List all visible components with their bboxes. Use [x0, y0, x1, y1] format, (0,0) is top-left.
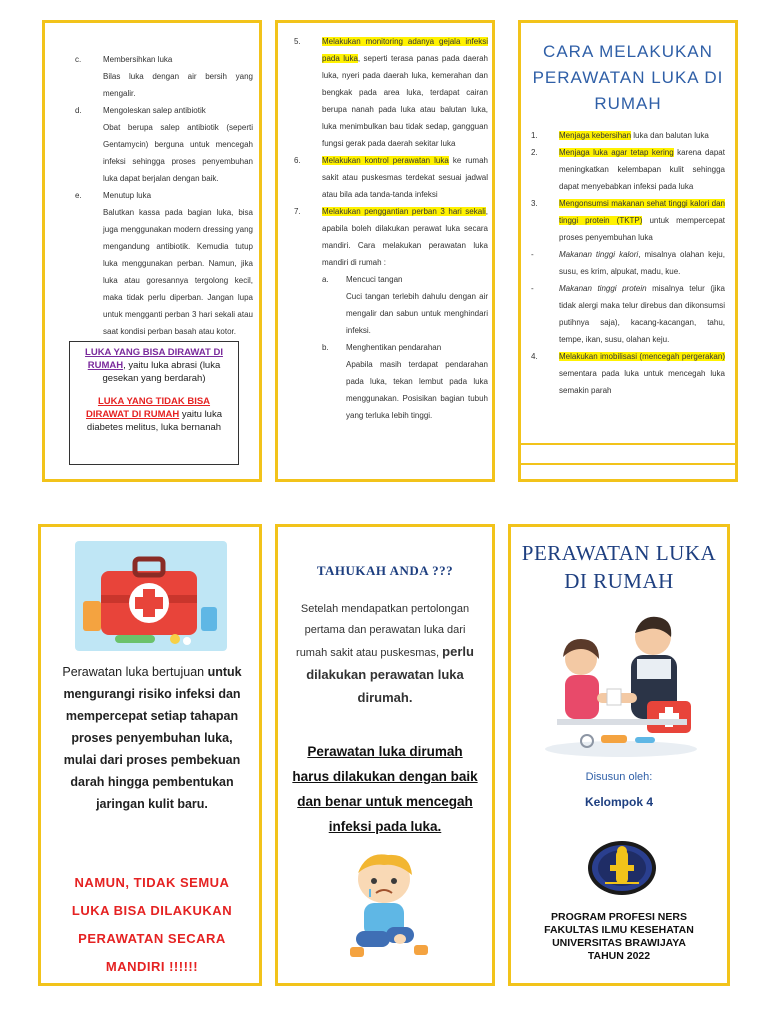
step-control-visit: 6. Melakukan kontrol perawatan luka ke rumah sakit atau puskesmas terdekat sesuai jadwal atau bila ada tanda-tanda infeksi — [294, 156, 488, 199]
panel-monitoring-steps — [275, 20, 495, 482]
hurt-child-icon — [336, 849, 436, 967]
panel-care-steps-continued — [42, 20, 262, 482]
did-you-know-title: TAHUKAH ANDA ??? — [316, 563, 454, 578]
importance-text: Perawatan luka dirumah harus dilakukan dengan baik dan benar untuk mencegah infeksi pada luka. — [292, 744, 478, 834]
panel-how-to-care — [518, 20, 738, 482]
treatable-wounds: LUKA YANG BISA DIRAWAT DI RUMAH, yaitu luka abrasi (luka gesekan yang berdarah) — [85, 347, 223, 384]
panel-purpose — [38, 524, 262, 986]
purpose-text: Perawatan luka bertujuan untuk mengurangi risiko infeksi dan mempercepat setiap tahapan proses penyembuhan luka, mulai dari proses pembekuan darah hingga pembentukan jaringan kulit baru. — [62, 665, 242, 811]
tip-keep-clean: 1. Menjaga kebersihan luka dan balutan luka — [531, 131, 709, 140]
tip-eat-tktp: 3. Mengonsumsi makanan sehat tinggi kalori dan tinggi protein (TKTP) untuk mempercepat proses penyembuhan luka — [531, 199, 725, 242]
tip-immobilize: 4. Melakukan imobilisasi (mencegah pergerakan) sementara pada luka untuk mencegah luka semakin parah — [531, 352, 725, 395]
untreatable-wounds: LUKA YANG TIDAK BISA DIRAWAT DI RUMAH yaitu luka diabetes melitus, luka bernanah — [85, 396, 222, 433]
panel-did-you-know — [275, 524, 495, 986]
author-label: Disusun oleh: — [585, 771, 653, 783]
food-high-protein: - Makanan tinggi protein misalnya telur (jika tidak alergi maka telur direbus dan dikonsumsi putihnya saja), kacang-kacangan, tahu, tempe, ikan, susu, olahan keju. — [531, 284, 725, 344]
step-antibiotic-ointment: d. Mengoleskan salep antibiotik Obat berupa salep antibiotik (seperti Gentamycin) berguna untuk mencegah infeksi sehingga proses penyembuhan luka dapat berjalan dengan baik. — [75, 106, 253, 183]
university-seal-icon — [585, 839, 659, 897]
warning-text: NAMUN, TIDAK SEMUA LUKA BISA DILAKUKAN PERAWATAN SECARA MANDIRI !!!!!! — [71, 875, 233, 974]
step-change-bandage: 7. Melakukan penggantian perban 3 hari sekali, apabila boleh dilakukan perawat luka secara mandiri. Cara melakukan perawatan luka mandiri di rumah : — [294, 207, 488, 267]
panel-title: CARA MELAKUKAN PERAWATAN LUKA DI RUMAH — [532, 42, 724, 113]
food-high-calorie: - Makanan tinggi kalori, misalnya olahan keju, susu, es krim, alpukat, madu, kue. — [531, 250, 725, 276]
divider — [521, 443, 735, 445]
step-cover-wound: e. Menutup luka Balutkan kassa pada bagian luka, bisa juga menggunakan modern dressing yang mengandung antibiotik. Kemudia tutup luka menggunakan perban. Namun, jika luka atau goresannya tergolong kecil, maka tidak perlu diperban. Jangan lupa untuk mengganti perban 3 hari sekali atau saat kondisi perban basah atau kotor. — [75, 191, 253, 336]
panel-cover — [508, 524, 730, 986]
substep-wash-hands: a. Mencuci tangan Cuci tangan terlebih dahulu dengan air mengalir dan sabun untuk menghindari infeksi. — [322, 275, 488, 335]
wound-type-box — [69, 341, 239, 465]
nurse-treating-child-icon — [541, 609, 701, 759]
cover-title: PERAWATAN LUKA DI RUMAH — [521, 541, 717, 593]
step-monitor-infection: 5. Melakukan monitoring adanya gejala infeksi pada luka, seperti terasa panas pada daerah luka, nyeri pada daerah luka, kemerahan dan bengkak pada area luka, terdapat cairan berupa nanah pada luka atau balutan luka, luka menimbulkan bau tidak sedap, gangguan fungsi gerak pada daerah sekitar luka — [294, 37, 488, 148]
institution-footer: PROGRAM PROFESI NERS FAKULTAS ILMU KESEHATAN UNIVERSITAS BRAWIJAYA TAHUN 2022 — [544, 911, 694, 962]
substep-stop-bleeding: b. Menghentikan pendarahan Apabila masih terdapat pendarahan pada luka, tekan lembut pada luka menggunakan. Posisikan bagian tubuh yang terluka lebih tinggi. — [322, 343, 488, 420]
tip-keep-dry: 2. Menjaga luka agar tetap kering karena dapat meningkatkan kelembapan kulit sehingga dapat menyebabkan infeksi pada luka — [531, 148, 725, 191]
first-aid-kit-icon — [75, 541, 227, 651]
divider — [521, 463, 735, 465]
did-you-know-text: Setelah mendapatkan pertolongan pertama dan perawatan luka dari rumah sakit atau puskesmas, perlu dilakukan perawatan luka dirumah. — [296, 603, 474, 705]
step-clean-wound: c. Membersihkan luka Bilas luka dengan air bersih yang mengalir. — [75, 55, 253, 98]
group-name: Kelompok 4 — [584, 795, 653, 809]
